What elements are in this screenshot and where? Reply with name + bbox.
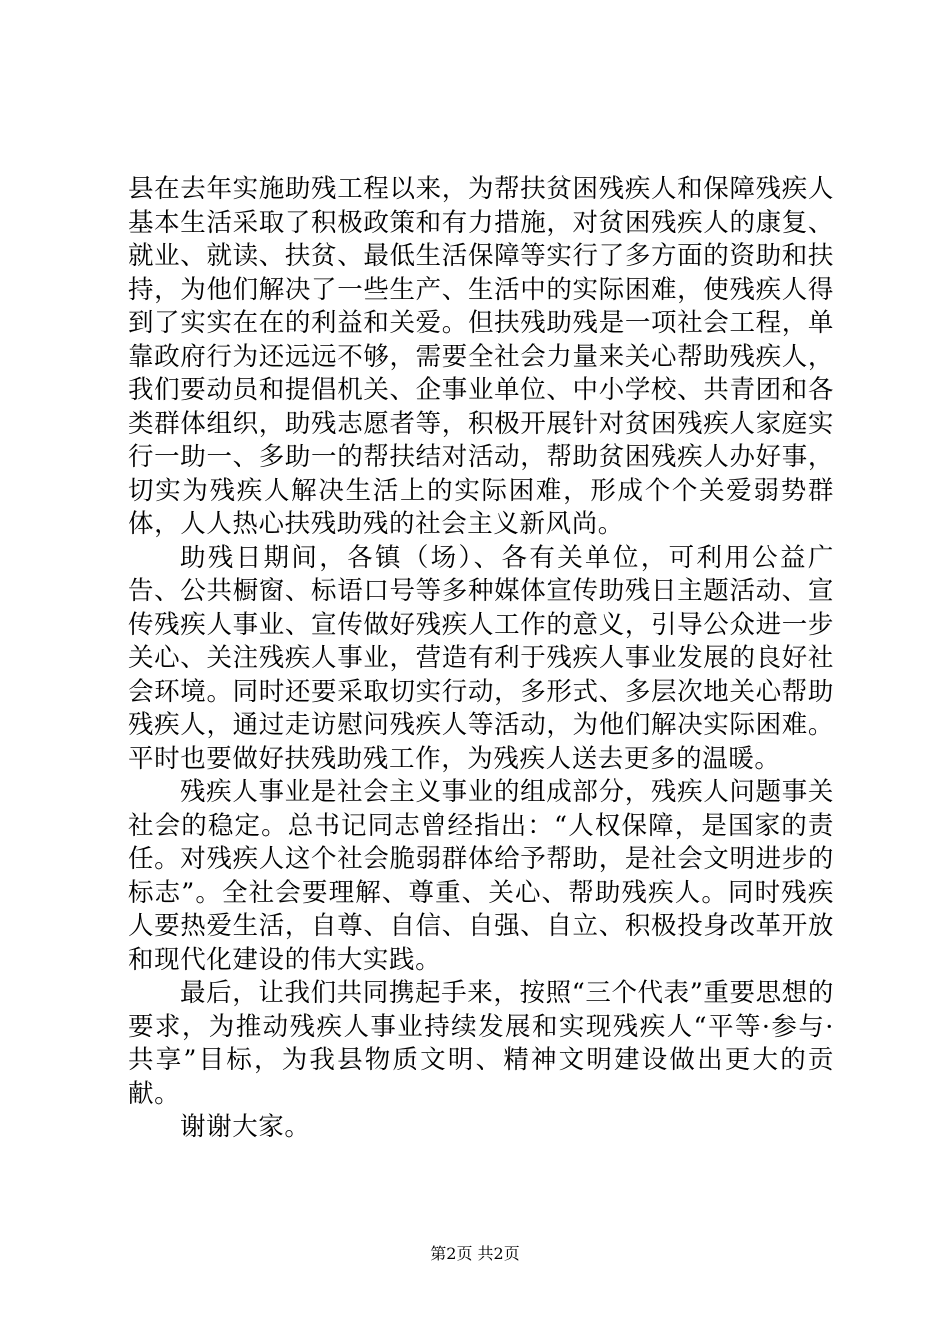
paragraph-5: 谢谢大家。 — [180, 1112, 311, 1142]
paragraph-1: 县在去年实施助残工程以来，为帮扶贫困残疾人和保障残疾人基本生活采取了积极政策和有力措施，对贫困残疾人的康复、就业、就读、扶贫、最低生活保障等实行了多方面的资助和扶持，为他们解决了一些生产、生活中的实际困难，使残疾人得到了实实在在的利益和关爱。但扶残助残是一项社会工程，单靠政府行为还远远不够，需要全社会力量来关心帮助残疾人，我们要动员和提倡机关、企事业单位、中小学校、共青团和各类群体组织，助残志愿者等，积极开展针对贫困残疾人家庭实行一助一、多助一的帮扶结对活动，帮助贫困残疾人办好事，切实为残疾人解决生活上的实际困难，形成个个关爱弱势群体，人人热心扶残助残的社会主义新风尚。 — [128, 174, 834, 539]
document-body — [128, 173, 834, 1145]
paragraph-3: 残疾人事业是社会主义事业的组成部分，残疾人问题事关社会的稳定。总书记同志曾经指出：“人权保障，是国家的责任。对残疾人这个社会脆弱群体给予帮助，是社会文明进步的标志”。全社会要理解、尊重、关心、帮助残疾人。同时残疾人要热爱生活，自尊、自信、自强、自立、积极投身改革开放和现代化建设的伟大实践。 — [128, 777, 834, 975]
page-number-footer: 第2页 共2页 — [430, 1244, 520, 1263]
paragraph-4: 最后，让我们共同携起手来，按照“三个代表”重要思想的要求，为推动残疾人事业持续发展和实现残疾人“平等·参与·共享”目标，为我县物质文明、精神文明建设做出更大的贡献。 — [128, 978, 834, 1109]
paragraph-2: 助残日期间，各镇（场）、各有关单位，可利用公益广告、公共橱窗、标语口号等多种媒体宣传助残日主题活动、宣传残疾人事业、宣传做好残疾人工作的意义，引导公众进一步关心、关注残疾人事业，营造有利于残疾人事业发展的良好社会环境。同时还要采取切实行动，多形式、多层次地关心帮助残疾人，通过走访慰问残疾人等活动，为他们解决实际困难。平时也要做好扶残助残工作，为残疾人送去更多的温暖。 — [128, 542, 834, 774]
